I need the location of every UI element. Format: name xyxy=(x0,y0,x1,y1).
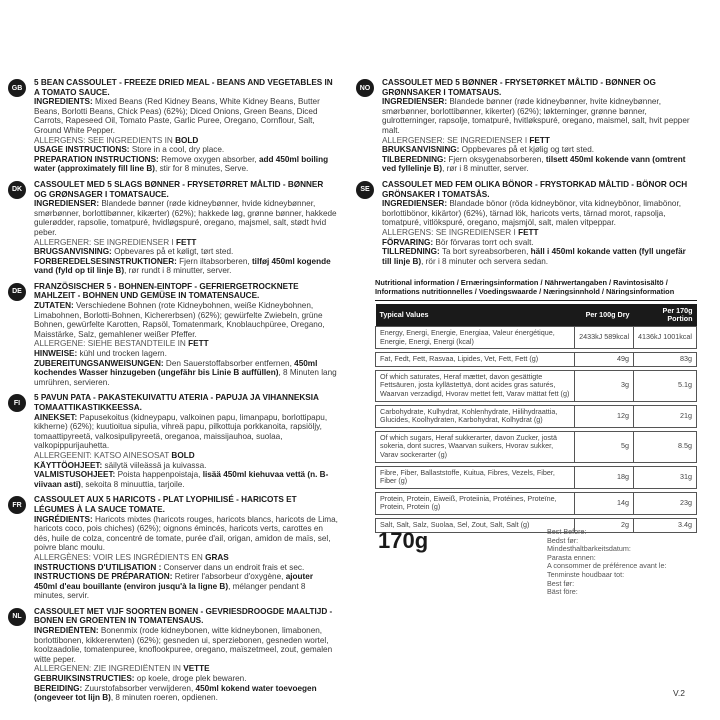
prep-label: PREPARATION INSTRUCTIONS: xyxy=(34,154,159,164)
ingredients-text: Blandede bønner (røde kidneybønner, hvide kidneybønner, smørbønner, borlottibønner, kikærter) (62%); hakkede løg, grønne bønner, hakkede gulerødder, rapsolie, tomatpuré, hvidløgspuré, oregano, majsmel, salt, stødt hvid peber. xyxy=(34,199,337,237)
prep-line xyxy=(34,155,338,174)
allergens-label: ALLERGENE: SIEHE BESTANDTEILE IN xyxy=(34,339,186,349)
usage-line xyxy=(382,145,694,155)
ingredients-label: INGREDIENSER: xyxy=(34,199,100,209)
nutrition-row xyxy=(376,466,697,488)
nutrient-label: Energy, Energi, Energie, Energiaa, Valeur énergétique, Energie, Energi, Energi (kcal) xyxy=(376,327,575,349)
best-before-block xyxy=(547,528,666,597)
value-per-100g: 5g xyxy=(575,431,634,462)
prep-line xyxy=(34,257,338,276)
allergens-word: FETT xyxy=(175,237,197,247)
country-badge: FR xyxy=(8,496,26,514)
allergens-line xyxy=(34,136,338,146)
usage-line xyxy=(34,674,338,684)
prep-end: , rør i 8 minutter, server. xyxy=(442,164,529,174)
nutrition-heading: Nutritional information / Ernæringsinformation / Nährwertangaben / Ravintosisältö / Informations nutritionnelles / Voedingswaarde / Næringsinnhold / Näringsinformation xyxy=(375,278,675,296)
language-block-fi xyxy=(8,393,338,489)
prep-line xyxy=(382,247,694,266)
country-badge: GB xyxy=(8,79,26,97)
usage-text: op koele, droge plek bewaren. xyxy=(136,674,247,684)
usage-label: BRUGSANVISNING: xyxy=(34,247,112,257)
usage-text: kühl und trocken lagern. xyxy=(79,349,167,359)
ingredients-label: ZUTATEN: xyxy=(34,301,74,311)
usage-text: Oppbevares på et kjølig og tørt sted. xyxy=(461,145,595,155)
nutrition-row xyxy=(376,327,697,349)
allergens-label: ALLERGEENIT: KATSO AINESOSAT xyxy=(34,450,170,460)
right-column xyxy=(356,78,694,272)
best-before-line: A consommer de préférence avant le: xyxy=(547,561,667,571)
ingredients-text: Verschiedene Bohnen (rote Kidneybohnen, weiße Kidneybohnen, Limabohnen, Borlotti-Bohnen, Kichererbsen) (62%); gewürfelte Zwiebeln, grüne Bohnen, gewürfelte Karotten, Rapsöl, Tomatenmark, Knoblauchpüree, Oregano, Maisstärke, Salz, gemahlener weißer Pfeffer. xyxy=(34,301,325,339)
usage-line xyxy=(34,461,338,471)
ingredients-line xyxy=(34,626,338,664)
prep-end: , 8 Minuten lang umrühren, servieren. xyxy=(34,368,337,387)
ingredients-label: INGREDIENSER: xyxy=(382,97,448,107)
prep-line xyxy=(382,155,694,174)
prep-end: , sekoita 8 minuuttia, tarjoile. xyxy=(80,479,185,489)
allergens-word: FETT xyxy=(529,135,550,145)
prep-bold: 450ml kokend water toevoegen (ongeveer tot lijn B) xyxy=(34,683,317,703)
language-text xyxy=(382,180,694,266)
value-per-100g: 2g xyxy=(575,518,634,532)
value-per-170g: 83g xyxy=(634,353,697,367)
nutrient-label: Of which saturates, Heraf mættet, davon gesättigte Fettsäuren, josta kyllästettyä, dont acides gras saturés, Waarvan verzadigd, Hvorav mettet fett, Varav mättat fett (g) xyxy=(376,370,575,401)
prep-bold: lisää 450ml kiehuvaa vettä (n. B-viivaan asti) xyxy=(34,470,329,489)
prep-bold: tilsett 450ml kokende vann (omtrent ved fyllelinje B) xyxy=(382,154,686,174)
value-per-170g: 23g xyxy=(634,492,697,514)
language-text xyxy=(382,78,694,174)
prep-line xyxy=(34,470,338,489)
ingredients-label: INGREDIENSER: xyxy=(382,199,448,209)
allergens-label: ALLERGÈNES: VOIR LES INGRÉDIENTS EN xyxy=(34,552,203,562)
value-per-100g: 18g xyxy=(575,466,634,488)
nutrient-label: Protein, Protein, Eiweiß, Proteiinia, Protéines, Proteïne, Protein, Protein (g) xyxy=(376,492,575,514)
allergens-word: GRAS xyxy=(205,552,229,562)
allergens-line xyxy=(34,339,338,349)
product-title: CASSOULET MED 5 BØNNER - FRYSETØRKET MÅLTID - BØNNER OG GRØNNSAKER I TOMATSAUS. xyxy=(382,78,656,97)
ingredients-line xyxy=(382,199,694,228)
language-text xyxy=(34,607,338,703)
prep-text: Ta bort syreabsorberen, xyxy=(441,247,529,257)
prep-label: TILLREDNING: xyxy=(382,247,440,257)
version-label: V.2 xyxy=(673,688,685,698)
allergens-label: ALLERGENER: SE INGREDIENSER I xyxy=(34,237,174,247)
prep-label: BEREIDING: xyxy=(34,683,83,693)
usage-line xyxy=(34,349,338,359)
country-badge: NO xyxy=(356,79,374,97)
product-title: FRANZÖSISCHER 5 - BOHNEN-EINTOPF - GEFRIERGETROCKNETE MAHLZEIT - BOHNEN UND GEMÜSE IN TOMATENSAUCE. xyxy=(34,281,299,301)
col-per-170g: Per 170g Portion xyxy=(634,304,697,327)
value-per-100g: 49g xyxy=(575,353,634,367)
prep-label: VALMISTUSOHJEET: xyxy=(34,470,116,480)
ingredients-label: INGREDIENTS: xyxy=(34,97,93,107)
usage-text: Bör förvaras torrt och svalt. xyxy=(435,237,534,247)
usage-label: FÖRVARING: xyxy=(382,237,434,247)
best-before-line: Best før: xyxy=(547,578,575,588)
product-title: CASSOULET AUX 5 HARICOTS - PLAT LYOPHILISÉ - HARICOTS ET LÉGUMES À LA SAUCE TOMATE. xyxy=(34,495,297,514)
allergens-line xyxy=(34,238,338,248)
language-block-se xyxy=(356,180,694,266)
ingredients-label: INGRÉDIENTS: xyxy=(34,514,93,524)
prep-text: Retirer l'absorbeur d'oxygène, xyxy=(174,572,284,582)
best-before-line: Mindesthaltbarkeitsdatum: xyxy=(547,544,631,554)
allergens-word: BOLD xyxy=(175,135,199,145)
prep-bold: tilføj 450ml kogende vand (fyld op til linje B) xyxy=(34,256,331,276)
usage-text: Store in a cool, dry place. xyxy=(131,145,225,155)
product-title: 5 PAVUN PATA - PAKASTEKUIVATTU ATERIA - PAPUJA JA VIHANNEKSIA TOMAATTIKASTIKKEESSA. xyxy=(34,393,319,412)
product-title: 5 BEAN CASSOULET - FREEZE DRIED MEAL - BEANS AND VEGETABLES IN A TOMATO SAUCE. xyxy=(34,78,333,97)
col-typical-values: Typical Values xyxy=(376,304,575,327)
ingredients-text: Mixed Beans (Red Kidney Beans, White Kidney Beans, Butter Beans, Borlotti Beans, Chick Peas) (62%); Diced Onions, Green Beans, Diced Carrots, Rapeseed Oil, Tomato Paste, Garlic Puree, Oregano, Cornflour, Salt, Ground White Pepper. xyxy=(34,97,320,135)
nutrition-row xyxy=(376,370,697,401)
allergens-label: ALLERGENS: SE INGREDIENSER I xyxy=(382,227,516,237)
product-title: CASSOULET MED FEM OLIKA BÖNOR - FRYSTORKAD MÅLTID - BÖNOR OCH GRÖNSAKER I TOMATSÅS. xyxy=(382,179,688,199)
allergens-line xyxy=(34,451,338,461)
allergens-line xyxy=(382,228,694,238)
value-per-100g: 3g xyxy=(575,370,634,401)
nutrient-label: Fat, Fedt, Fett, Rasvaa, Lipides, Vet, Fett, Fett (g) xyxy=(376,353,575,367)
prep-text: Fjern iltabsorberen, xyxy=(179,256,250,266)
prep-line xyxy=(34,359,338,388)
allergens-word: VETTE xyxy=(183,664,210,674)
prep-bold: häll i 450ml kokande vatten (fyll ungefär till linje B) xyxy=(382,247,686,266)
value-per-100g: 2433kJ 589kcal xyxy=(575,327,634,349)
nutrition-table xyxy=(375,304,697,533)
ingredients-line xyxy=(34,515,338,553)
value-per-170g: 5.1g xyxy=(634,370,697,401)
net-weight: 170g xyxy=(378,528,429,553)
usage-text: säilytä viileässä ja kuivassa. xyxy=(104,460,207,470)
nutrition-row xyxy=(376,405,697,427)
value-per-170g: 3.4g xyxy=(634,518,697,532)
language-block-de xyxy=(8,282,338,388)
prep-end: , mélanger pendant 8 minutes, servir. xyxy=(34,581,306,601)
best-before-line: Best Before: xyxy=(547,527,587,536)
ingredients-text: Blandede bønner (røde kidneybønner, hvite kidneybønner, smørbønner, borlottibønner, kikerter) (62%); løkterninger, grønne bønner, gulrotterninger, rapsolje, tomatpuré, hvitløkspuré, oregano, maismel, salt, hvit pepper malt. xyxy=(382,97,690,135)
value-per-170g: 21g xyxy=(634,405,697,427)
col-per-100g: Per 100g Dry xyxy=(575,304,634,327)
value-per-170g: 31g xyxy=(634,466,697,488)
prep-label: INSTRUCTIONS DE PRÉPARATION: xyxy=(34,572,173,582)
allergens-word: FETT xyxy=(188,339,209,349)
prep-end: , stir for 8 minutes, Serve. xyxy=(155,164,249,174)
prep-text: Fjern oksygenabsorberen, xyxy=(448,154,544,164)
language-text xyxy=(34,282,338,388)
usage-label: INSTRUCTIONS D'UTILISATION : xyxy=(34,562,162,572)
prep-end: , rør rundt i 8 minutter, server. xyxy=(124,266,232,276)
language-text xyxy=(34,495,338,601)
usage-line xyxy=(34,247,338,257)
allergens-line xyxy=(34,553,338,563)
product-title: CASSOULET MET VIJF SOORTEN BONEN - GEVRIESDROOGDE MAALTIJD - BONEN EN GROENTEN IN TOMATENSAUS. xyxy=(34,606,333,626)
prep-text: Remove oxygen absorber, xyxy=(161,154,257,164)
prep-text: Poista happenpoistaja, xyxy=(117,470,201,480)
country-badge: NL xyxy=(8,608,26,626)
nutrition-row xyxy=(376,492,697,514)
usage-line xyxy=(382,238,694,248)
usage-text: Opbevares på et køligt, tørt sted. xyxy=(114,247,234,257)
best-before-line: Parasta ennen: xyxy=(547,552,596,562)
ingredients-text: Blandade bönor (röda kidneybönor, vita kidneybönor, limabönor, borlottibönor, kikärtor) (62%), tärnad lök, haricots verts, tärnad morot, rapsolja, tomatpuré, vitlökspuré, oregano, majsmjöl, salt, malen vitpeppar. xyxy=(382,199,682,228)
best-before-line: Tenminste houdbaar tot: xyxy=(547,569,625,579)
value-per-100g: 12g xyxy=(575,405,634,427)
prep-bold: add 450ml boiling water (approximately fill line B) xyxy=(34,154,329,174)
prep-bold: ajouter 450ml d'eau bouillante (environ jusqu'à la ligne B) xyxy=(34,572,314,591)
prep-end: , 8 minuten roeren, opdienen. xyxy=(110,693,218,703)
ingredients-text: Papusekoitus (kidneypapu, valkoinen papu, limanpapu, borlottipapu, kikherne) (62%); kuutioitua sipulia, vihreä papu, pilkottuja porkkanoita, rapsiöljy, tomaattipyreetä, valkosipulipyreetä, oreganoa, maissijauhoa, suolaa, valkopippurijauhetta. xyxy=(34,412,328,451)
ingredients-line xyxy=(34,199,338,237)
nutrient-label: Salt, Salt, Salz, Suolaa, Sel, Zout, Salt, Salt (g) xyxy=(376,518,575,532)
ingredients-line xyxy=(34,301,338,339)
best-before-line: Bäst före: xyxy=(547,587,578,597)
language-text xyxy=(34,78,338,174)
prep-label: ZUBEREITUNGSANWEISUNGEN: xyxy=(34,358,164,368)
usage-text: Conserver dans un endroit frais et sec. xyxy=(163,562,305,572)
usage-label: HINWEISE: xyxy=(34,349,78,359)
left-column xyxy=(8,78,338,709)
nutrient-label: Of which sugars, Heraf sukkerarter, davon Zucker, jostä sokeria, dont sucres, Waarvan suikers, Hvorav sukker, Varav sockerarter (g) xyxy=(376,431,575,462)
product-title: CASSOULET MED 5 SLAGS BØNNER - FRYSETØRRET MÅLTID - BØNNER OG GRØNSAGER I TOMATSAUCE. xyxy=(34,179,324,199)
value-per-100g: 14g xyxy=(575,492,634,514)
ingredients-text: Haricots mixtes (haricots rouges, haricots blancs, haricots de Lima, haricots coco, pois chiches) (62%); oignons émincés, haricots verts, carottes en dés, huile de colza, concentré de tomate, purée d'ail, origan, amidon de maïs, sel, poivre blanc moulu. xyxy=(34,514,338,553)
prep-text: Zuurstofabsorber verwijderen, xyxy=(84,683,194,693)
country-badge: SE xyxy=(356,181,374,199)
ingredients-label: AINEKSET: xyxy=(34,412,78,422)
ingredients-label: INGREDIËNTEN: xyxy=(34,626,99,636)
allergens-label: ALLERGENSER: SE INGREDIENSER I xyxy=(382,135,528,145)
nutrition-panel xyxy=(375,278,697,533)
ingredients-line xyxy=(34,97,338,135)
language-block-gb xyxy=(8,78,338,174)
nutrition-row xyxy=(376,353,697,367)
prep-end: , rör i 8 minuter och servera sedan. xyxy=(421,256,549,266)
nutrition-header-row xyxy=(376,304,697,327)
prep-line xyxy=(34,684,338,703)
prep-label: TILBEREDNING: xyxy=(382,154,447,164)
usage-line xyxy=(34,145,338,155)
value-per-170g: 4136kJ 1001kcal xyxy=(634,327,697,349)
language-text xyxy=(34,180,338,276)
language-text xyxy=(34,393,338,489)
prep-text: Den Sauerstoffabsorber entfernen, xyxy=(165,358,292,368)
nutrition-divider xyxy=(375,300,697,301)
language-block-nl xyxy=(8,607,338,703)
ingredients-line xyxy=(34,413,338,451)
nutrient-label: Fibre, Fiber, Ballaststoffe, Kuitua, Fibres, Vezels, Fiber, Fiber (g) xyxy=(376,466,575,488)
best-before-line: Bedst før: xyxy=(547,535,579,545)
usage-label: KÄYTTÖOHJEET: xyxy=(34,460,103,470)
allergens-label: ALLERGENS: SEE INGREDIENTS IN xyxy=(34,135,173,145)
usage-label: GEBRUIKSINSTRUCTIES: xyxy=(34,674,135,684)
ingredients-text: Bonenmix (rode kidneybonen, witte kidneybonen, limabonen, borlottibonen, kikkererwten) (62%); gesneden ui, sperziebonen, gesneden wortel, koolzaadolie, tomatenpuree, knoflookpuree, oregano, maïszetmeel, zout, gemalen witte peper. xyxy=(34,626,333,664)
usage-label: BRUKSANVISNING: xyxy=(382,145,460,155)
allergens-label: ALLERGENEN: ZIE INGREDIËNTEN IN xyxy=(34,664,181,674)
language-block-no xyxy=(356,78,694,174)
country-badge: DE xyxy=(8,283,26,301)
prep-label: FORBEREDELSESINSTRUKTIONER: xyxy=(34,256,177,266)
ingredients-line xyxy=(382,97,694,135)
usage-label: USAGE INSTRUCTIONS: xyxy=(34,145,130,155)
allergens-line xyxy=(382,136,694,146)
allergens-word: FETT xyxy=(518,227,539,237)
language-block-dk xyxy=(8,180,338,276)
value-per-170g: 8.5g xyxy=(634,431,697,462)
allergens-line xyxy=(34,664,338,674)
prep-line xyxy=(34,572,338,601)
country-badge: FI xyxy=(8,394,26,412)
usage-line xyxy=(34,563,338,573)
prep-bold: 450ml kochendes Wasser hinzugeben (ungefähr bis Linie B auffüllen) xyxy=(34,358,318,378)
nutrition-row xyxy=(376,431,697,462)
allergens-word: BOLD xyxy=(171,450,195,460)
country-badge: DK xyxy=(8,181,26,199)
nutrient-label: Carbohydrate, Kulhydrat, Kohlenhydrate, Hiilihydraattia, Glucides, Koolhydraten, Karbohydrat, Kolhydrat (g) xyxy=(376,405,575,427)
language-block-fr xyxy=(8,495,338,601)
